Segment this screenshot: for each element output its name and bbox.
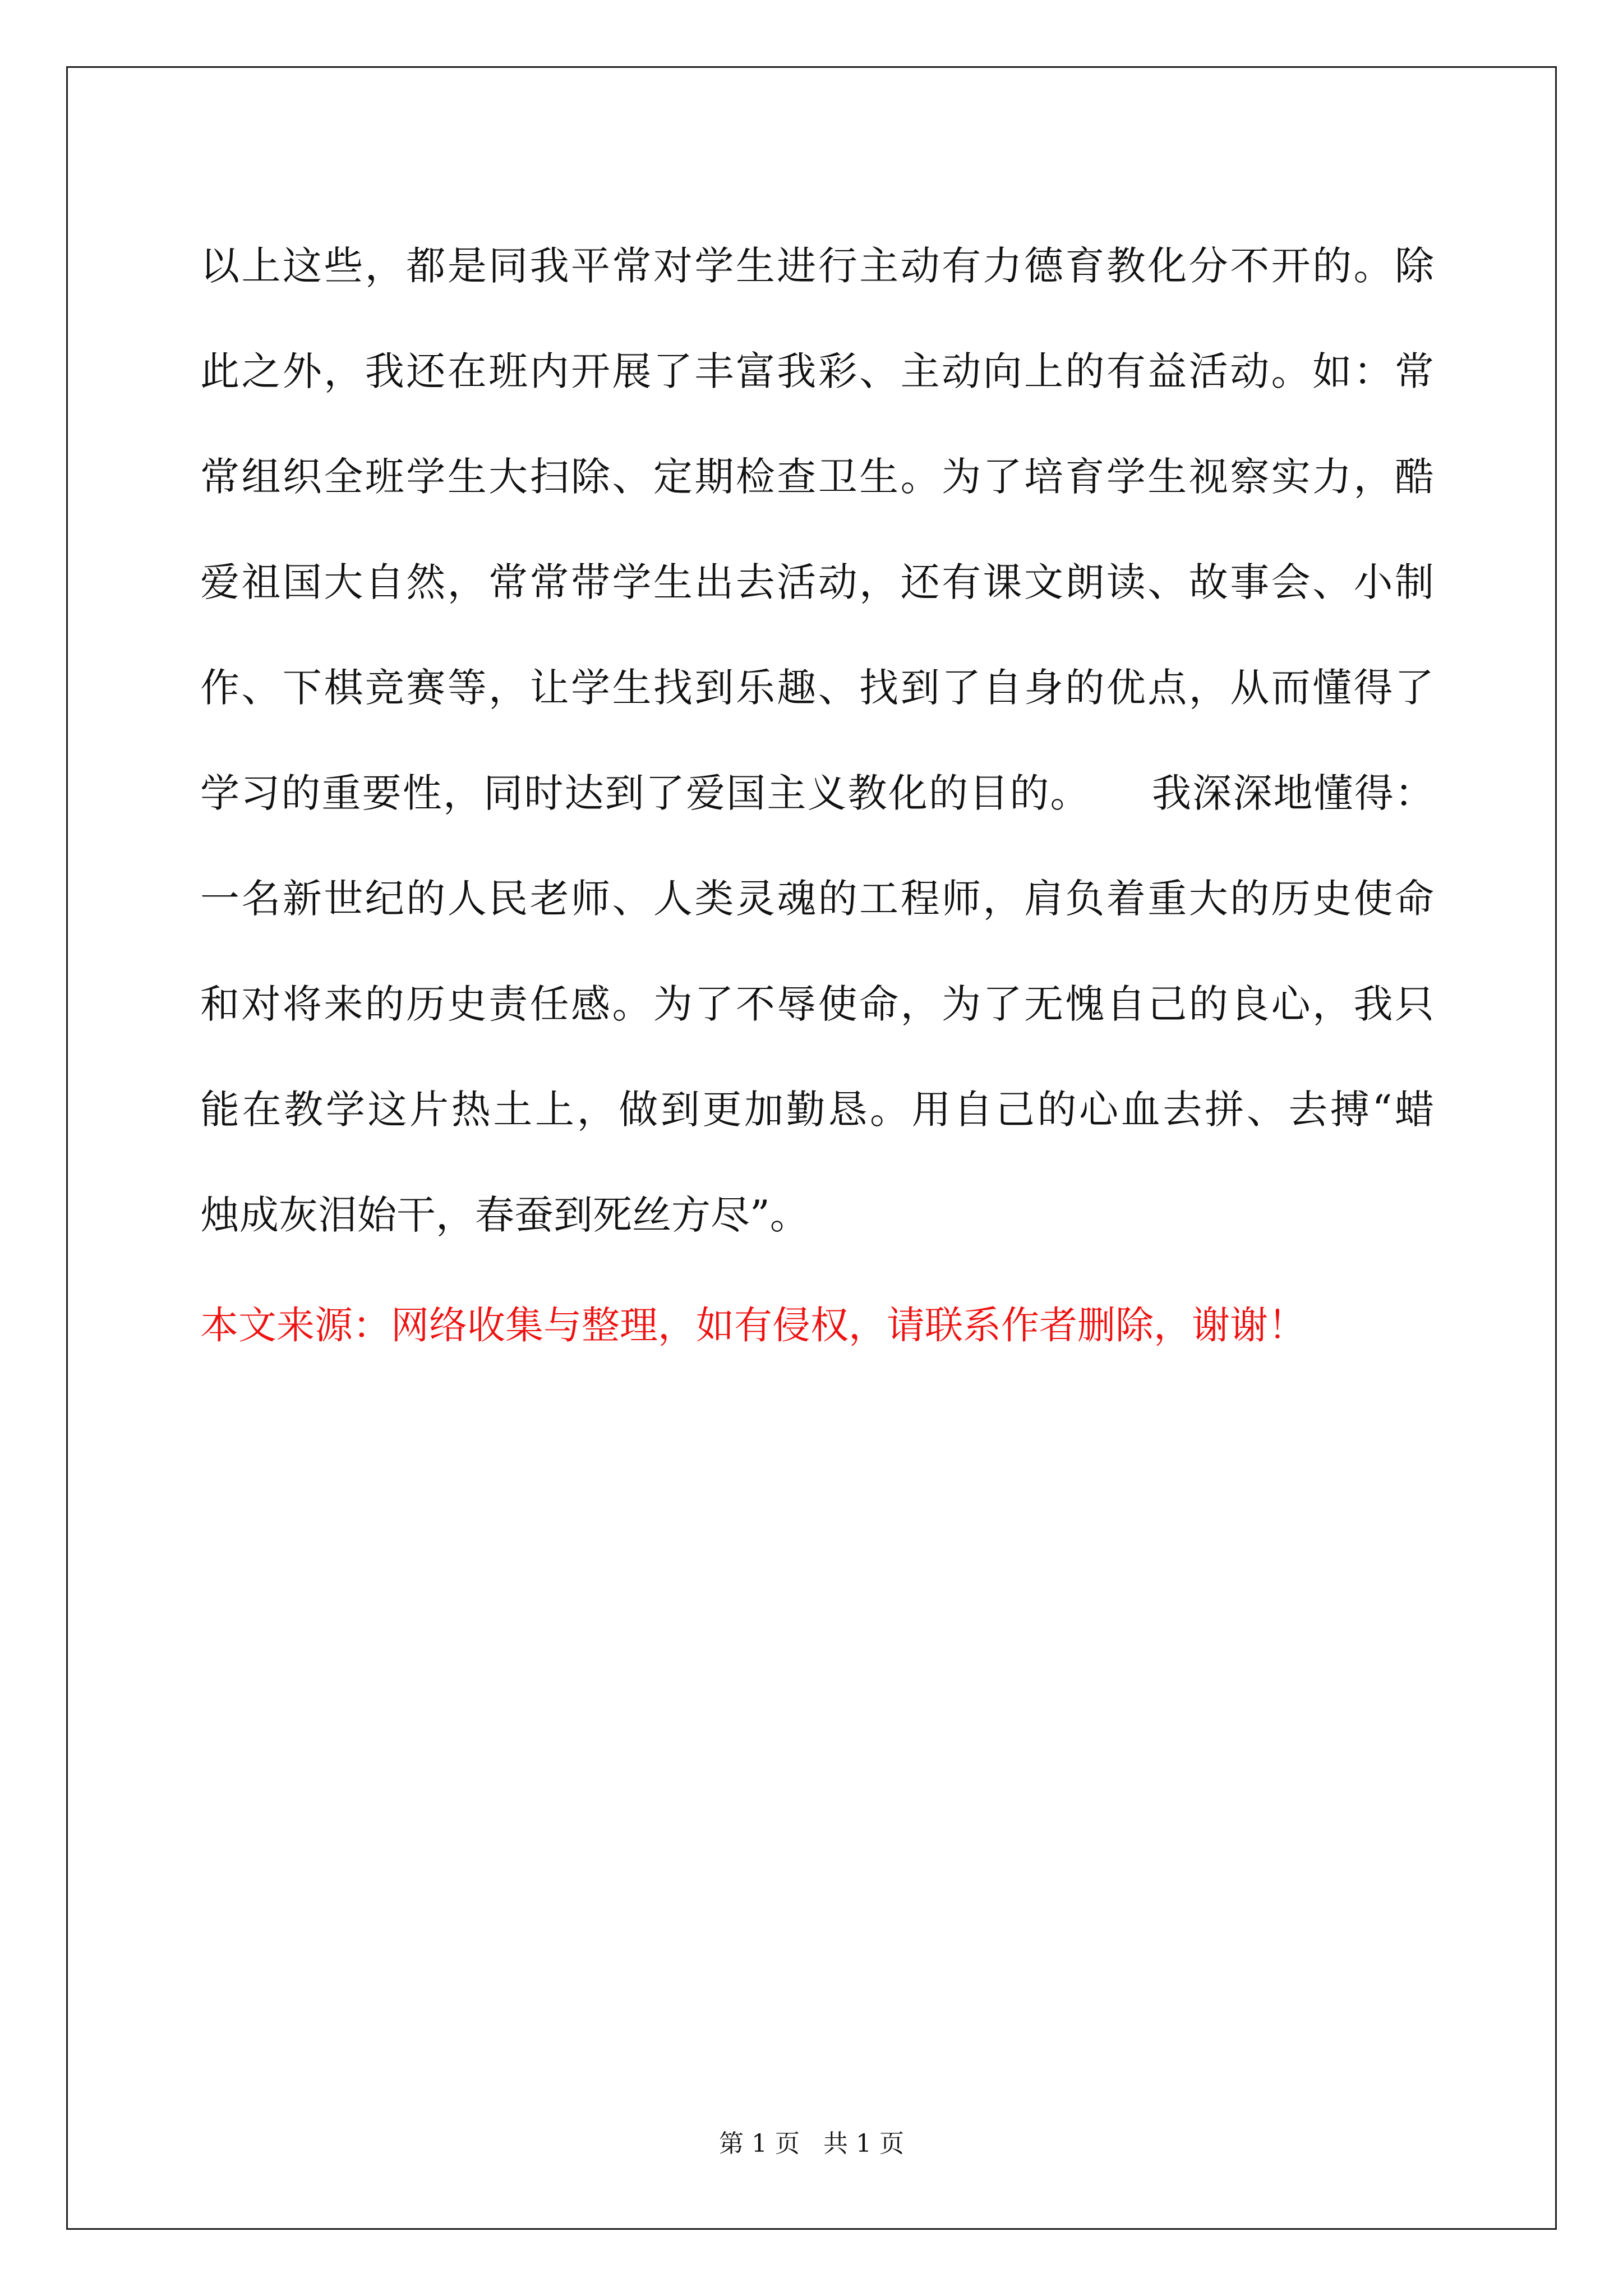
body-line: 和对将来的历史责任感。为了不辱使命，为了无愧自己的良心，我只 — [200, 981, 1434, 1027]
body-line: 以上这些，都是同我平常对学生进行主动有力德育教化分不开的。除 — [200, 243, 1434, 289]
body-line: 学习的重要性，同时达到了爱国主义教化的目的。 我深深地懂得： — [200, 770, 1434, 816]
body-line: 烛成灰泪始干，春蚕到死丝方尽”。 — [200, 1192, 809, 1238]
source-note: 本文来源：网络收集与整理，如有侵权，请联系作者删除，谢谢！ — [200, 1304, 1307, 1348]
document-body — [200, 213, 1434, 1379]
body-line: 能在教学这片热土上，做到更加勤恳。用自己的心血去拼、去搏“蜡 — [200, 1087, 1434, 1133]
page-footer — [0, 2123, 1623, 2159]
page-number-total: 共 1 页 — [823, 2129, 904, 2158]
body-line: 常组织全班学生大扫除、定期检查卫生。为了培育学生视察实力，酷 — [200, 454, 1434, 500]
body-line: 爱祖国大自然，常常带学生出去活动，还有课文朗读、故事会、小制 — [200, 559, 1434, 605]
body-line: 此之外，我还在班内开展了丰富我彩、主动向上的有益活动。如：常 — [200, 348, 1434, 394]
page-number-current: 第 1 页 — [719, 2129, 800, 2158]
body-line: 作、下棋竞赛等，让学生找到乐趣、找到了自身的优点，从而懂得了 — [200, 665, 1434, 711]
body-line: 一名新世纪的人民老师、人类灵魂的工程师，肩负着重大的历史使命 — [200, 876, 1434, 922]
